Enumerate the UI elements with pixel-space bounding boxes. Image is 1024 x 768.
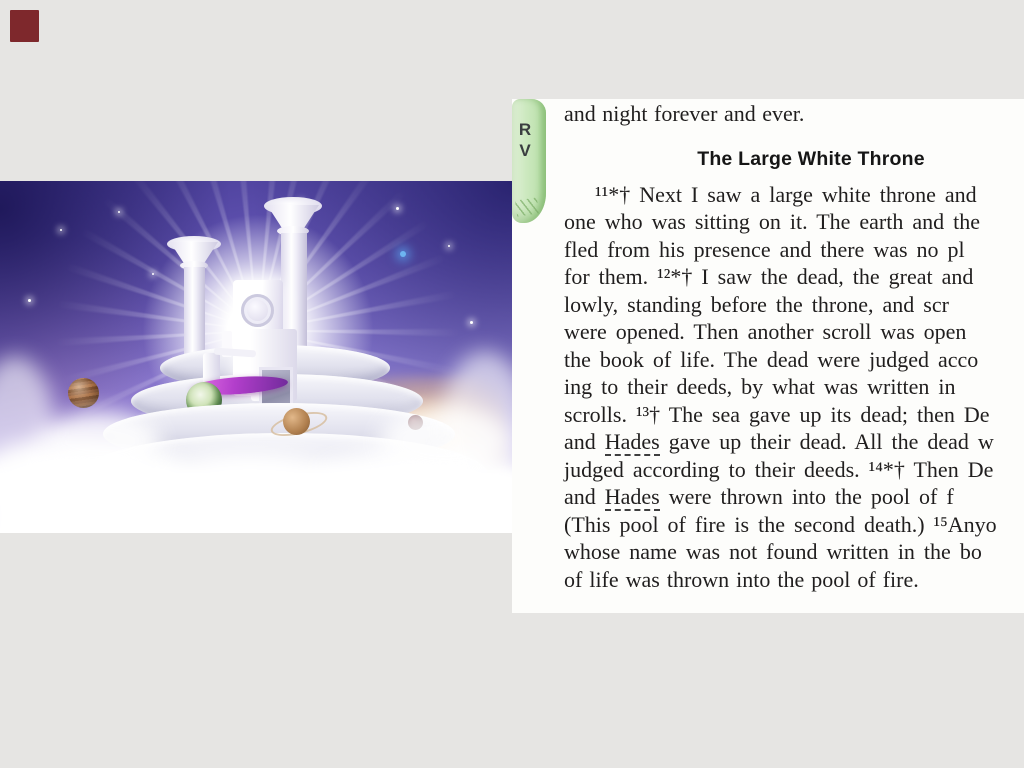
bookmark-tab-label	[514, 119, 536, 161]
verse-line: scrolls. ¹³† The sea gave up its dead; then De	[564, 401, 990, 427]
verse-line-hades	[564, 428, 1024, 456]
tab-letter-bottom: V	[519, 141, 531, 160]
text-segment: and	[564, 484, 605, 509]
star	[448, 245, 450, 247]
scripture-text	[564, 100, 1024, 593]
planet-jupiter	[68, 378, 99, 408]
verse-line: lowly, standing before the throne, and scr	[564, 291, 949, 317]
prev-paragraph-line: and night forever and ever.	[564, 101, 805, 126]
verse-line: ing to their deeds, by what was written in	[564, 374, 956, 399]
verse-line: (This pool of fire is the second death.) ¹⁵Anyo	[564, 511, 997, 537]
bookmark-tab-hatch	[515, 198, 539, 217]
star	[470, 321, 473, 324]
throne-emblem	[241, 294, 274, 327]
left-pillar-shaft	[184, 267, 205, 362]
bookmark-tab-rv[interactable]	[512, 99, 546, 223]
text-segment: were thrown into the pool of f	[659, 484, 954, 509]
verse-line: whose name was not found written in the bo	[564, 539, 982, 564]
tab-letter-top: R	[518, 120, 532, 139]
hades-underlined-word: Hades	[604, 484, 660, 509]
verse-line: one who was sitting on it. The earth and the	[564, 209, 981, 234]
section-heading: The Large White Throne	[697, 147, 925, 170]
cloud-bottom-band	[0, 473, 513, 533]
red-indicator	[10, 10, 39, 42]
verse-line-hades	[564, 483, 1024, 511]
verse-line: of life was thrown into the pool of fire.	[564, 566, 919, 592]
hades-underlined-word: Hades	[604, 429, 660, 454]
text-segment: gave up their dead. All the dead w	[659, 429, 994, 454]
scripture-reader-panel[interactable]	[512, 99, 1024, 613]
verse-line: fled from his presence and there was no pl	[564, 236, 965, 262]
planet-saturn	[283, 408, 310, 435]
verse-line: the book of life. The dead were judged acco	[564, 346, 979, 372]
star	[396, 207, 399, 210]
throne-artwork-panel[interactable]	[0, 181, 513, 533]
star	[28, 299, 31, 302]
blue-star	[400, 251, 406, 257]
star	[152, 273, 154, 275]
verse-line: for them. ¹²*† I saw the dead, the great and	[564, 264, 974, 289]
verse-line: were opened. Then another scroll was open	[564, 319, 967, 344]
verse-line: ¹¹*† Next I saw a large white throne and	[595, 181, 977, 207]
star	[60, 229, 62, 231]
text-segment: and	[564, 429, 605, 454]
cloud-puff	[40, 411, 160, 471]
star	[118, 211, 120, 213]
verse-line: judged according to their deeds. ¹⁴*† Then De	[564, 456, 994, 482]
